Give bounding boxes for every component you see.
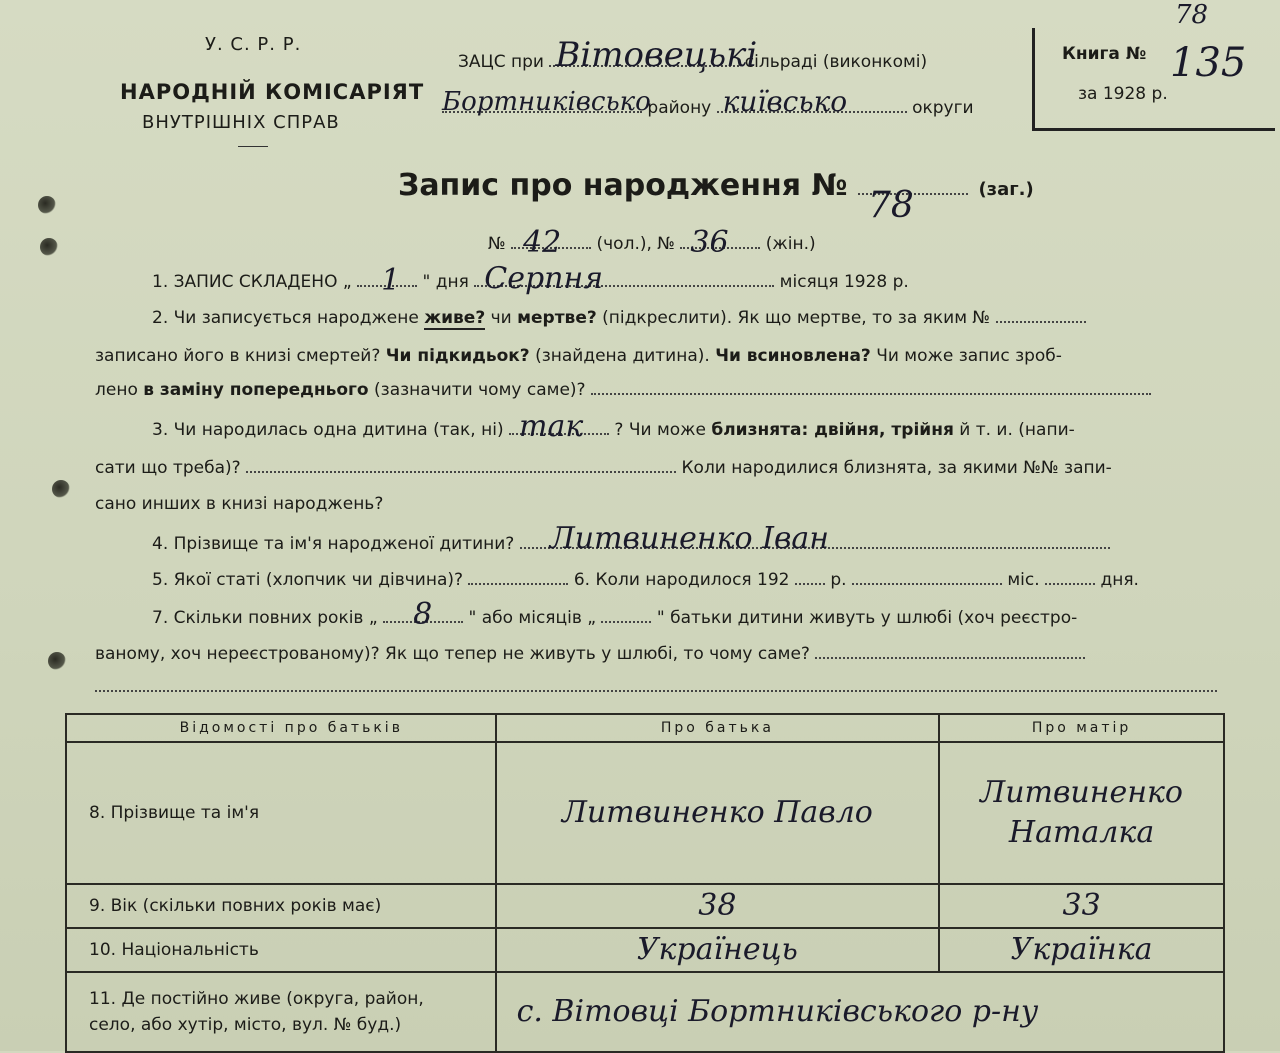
mis-label: міс. bbox=[1007, 570, 1040, 590]
father-nationality: Українець bbox=[496, 928, 940, 972]
item2-text: 2. Чи записується народжене bbox=[152, 308, 419, 328]
item3-text: Коли народилися близнята, за якими №№ запи- bbox=[681, 458, 1112, 478]
mother-nationality: Українка bbox=[939, 928, 1224, 972]
dead-option: мертве? bbox=[517, 308, 597, 328]
item3-line2 bbox=[95, 458, 1112, 478]
village-field bbox=[549, 35, 758, 75]
row-label: 8. Прізвище та ім'я bbox=[66, 742, 496, 884]
punch-hole bbox=[48, 652, 66, 670]
residence: с. Вітовці Бортниківського р-ну bbox=[496, 972, 1224, 1052]
item2-text: (зазначити чому саме)? bbox=[374, 380, 586, 400]
twins-text: близнята: двійня, трійня bbox=[711, 420, 954, 440]
female-label: (жін.) bbox=[765, 234, 816, 254]
months-field bbox=[601, 621, 651, 623]
mother-age: 33 bbox=[939, 884, 1224, 928]
corner-hand: 78 bbox=[1175, 0, 1209, 30]
punch-hole bbox=[38, 196, 56, 214]
item5-label: 5. Якої статі (хлопчик чи дівчина)? bbox=[152, 570, 464, 590]
item3-text: ? Чи може bbox=[614, 420, 706, 440]
dnia-label: дня. bbox=[1100, 570, 1139, 590]
header-department: ВНУТРІШНІХ СПРАВ bbox=[142, 112, 340, 133]
item1-label: 1. ЗАПИС СКЛАДЕНО „ bbox=[152, 272, 352, 292]
item2-text: (підкреслити). Як що мертве, то за яким № bbox=[602, 308, 991, 328]
header-zacs-line bbox=[458, 35, 928, 75]
item6-label: 6. Коли народилося 192 bbox=[573, 570, 790, 590]
book-hand: 135 bbox=[1170, 40, 1247, 86]
item7-text: " батьки дитини живуть у шлюбі (хоч реєстро- bbox=[656, 608, 1078, 628]
header-country: У. С. Р. Р. bbox=[205, 34, 302, 55]
punch-hole bbox=[40, 238, 58, 256]
header-district-line bbox=[442, 85, 974, 118]
foundling-text: Чи підкидьок? bbox=[385, 346, 530, 366]
month-field bbox=[474, 261, 774, 296]
child-name-hand: Литвиненко Іван bbox=[549, 521, 830, 556]
male-field bbox=[511, 225, 591, 260]
table-row bbox=[66, 972, 1224, 1052]
title-number-field bbox=[858, 185, 968, 226]
header-ministry: НАРОДНІЙ КОМІСАРІЯТ bbox=[120, 80, 425, 104]
dotted-blank-line bbox=[95, 690, 1217, 692]
month-born-field bbox=[852, 583, 1002, 585]
day-field bbox=[357, 263, 417, 298]
okruha-label: округи bbox=[912, 98, 974, 118]
district-hand: Бортниківсько bbox=[442, 87, 651, 117]
adopted-text: Чи всиновлена? bbox=[715, 346, 871, 366]
okruha-hand: київсько bbox=[722, 85, 848, 118]
replacement-text: в заміну попереднього bbox=[143, 380, 369, 400]
years-field bbox=[383, 597, 463, 632]
item7-text: 7. Скільки повних років „ bbox=[152, 608, 378, 628]
day-hand: 1 bbox=[381, 263, 401, 298]
item7-line1 bbox=[152, 597, 1078, 632]
single-field bbox=[509, 409, 609, 444]
row-label: 10. Національність bbox=[66, 928, 496, 972]
marriage-reason-field bbox=[815, 657, 1085, 659]
death-no-field bbox=[996, 321, 1086, 323]
no-label: № bbox=[488, 234, 506, 254]
female-field bbox=[680, 225, 760, 260]
father-age: 38 bbox=[496, 884, 940, 928]
day-born-field bbox=[1045, 583, 1095, 585]
item7-text: " або місяців „ bbox=[468, 608, 597, 628]
table-row bbox=[66, 884, 1224, 928]
twins-field bbox=[246, 471, 676, 473]
item2-text: лено bbox=[95, 380, 138, 400]
zacs-suffix: сільраді (виконкомі) bbox=[744, 52, 928, 72]
item3-text: й т. и. (напи- bbox=[959, 420, 1075, 440]
book-label: Книга № bbox=[1062, 44, 1147, 64]
item5-line bbox=[152, 570, 1139, 590]
item4-label: 4. Прізвище та ім'я народженої дитини? bbox=[152, 534, 515, 554]
header-info: Відомості про батьків bbox=[66, 714, 496, 742]
header-divider bbox=[238, 146, 268, 147]
mother-name: Литвиненко Наталка bbox=[939, 742, 1224, 884]
item3-text: 3. Чи народилась одна дитина (так, ні) bbox=[152, 420, 504, 440]
district-field bbox=[442, 87, 651, 117]
alive-option: живе? bbox=[424, 308, 486, 328]
item7-text: ваному, хоч нереєстрованому)? Як що тепер не живуть у шлюбі, то чому саме? bbox=[95, 644, 810, 664]
header-father: Про батька bbox=[496, 714, 940, 742]
father-name: Литвиненко Павло bbox=[496, 742, 940, 884]
parents-table bbox=[65, 713, 1225, 1053]
years-hand: 8 bbox=[413, 597, 433, 632]
row-label: 11. Де постійно живе (округа, район, село, або хутір, місто, вул. № буд.) bbox=[66, 972, 496, 1052]
item2-line2 bbox=[95, 346, 1062, 366]
title-suffix: (заг.) bbox=[978, 179, 1034, 200]
male-label: (чол.), № bbox=[596, 234, 675, 254]
item2-text: Чи може запис зроб- bbox=[876, 346, 1062, 366]
year-label: за 1928 р. bbox=[1078, 84, 1168, 104]
okruha-field bbox=[717, 85, 907, 118]
child-name-field bbox=[520, 521, 1110, 556]
item3-text: сати що треба)? bbox=[95, 458, 241, 478]
item7-line2 bbox=[95, 644, 1085, 664]
village-hand: Вітовецькі bbox=[555, 35, 758, 75]
header-mother: Про матір bbox=[939, 714, 1224, 742]
zacs-prefix: ЗАЦС при bbox=[458, 52, 544, 72]
item1-line bbox=[152, 261, 909, 298]
single-hand: так bbox=[519, 409, 584, 444]
item2-text: (знайдена дитина). bbox=[535, 346, 710, 366]
row-label: 9. Вік (скільки повних років має) bbox=[66, 884, 496, 928]
item4-line bbox=[152, 521, 1110, 556]
subnumbers-line bbox=[488, 225, 816, 260]
item2-text: записано його в книзі смертей? bbox=[95, 346, 381, 366]
month-hand: Серпня bbox=[484, 261, 604, 296]
replacement-field bbox=[591, 393, 1151, 395]
table-row bbox=[66, 928, 1224, 972]
district-label: району bbox=[647, 98, 712, 118]
title-number-hand: 78 bbox=[867, 185, 914, 226]
item2-line1 bbox=[152, 308, 1086, 328]
table-row bbox=[66, 742, 1224, 884]
r-label: р. bbox=[830, 570, 847, 590]
month-label: місяця 1928 р. bbox=[779, 272, 909, 292]
or-text: чи bbox=[490, 308, 512, 328]
female-hand: 36 bbox=[690, 225, 729, 260]
title-text: Запис про народження № bbox=[398, 168, 848, 203]
item3-text: сано инших в книзі народжень? bbox=[95, 494, 384, 514]
item2-line3 bbox=[95, 380, 1151, 400]
sex-field bbox=[468, 583, 568, 585]
day-label: " дня bbox=[422, 272, 469, 292]
record-title bbox=[398, 168, 1034, 226]
punch-hole bbox=[52, 480, 70, 498]
item3-line3 bbox=[95, 494, 383, 514]
male-hand: 42 bbox=[523, 225, 562, 260]
year-field bbox=[795, 583, 825, 585]
item3-line1 bbox=[152, 409, 1075, 444]
table-header-row bbox=[66, 714, 1224, 742]
